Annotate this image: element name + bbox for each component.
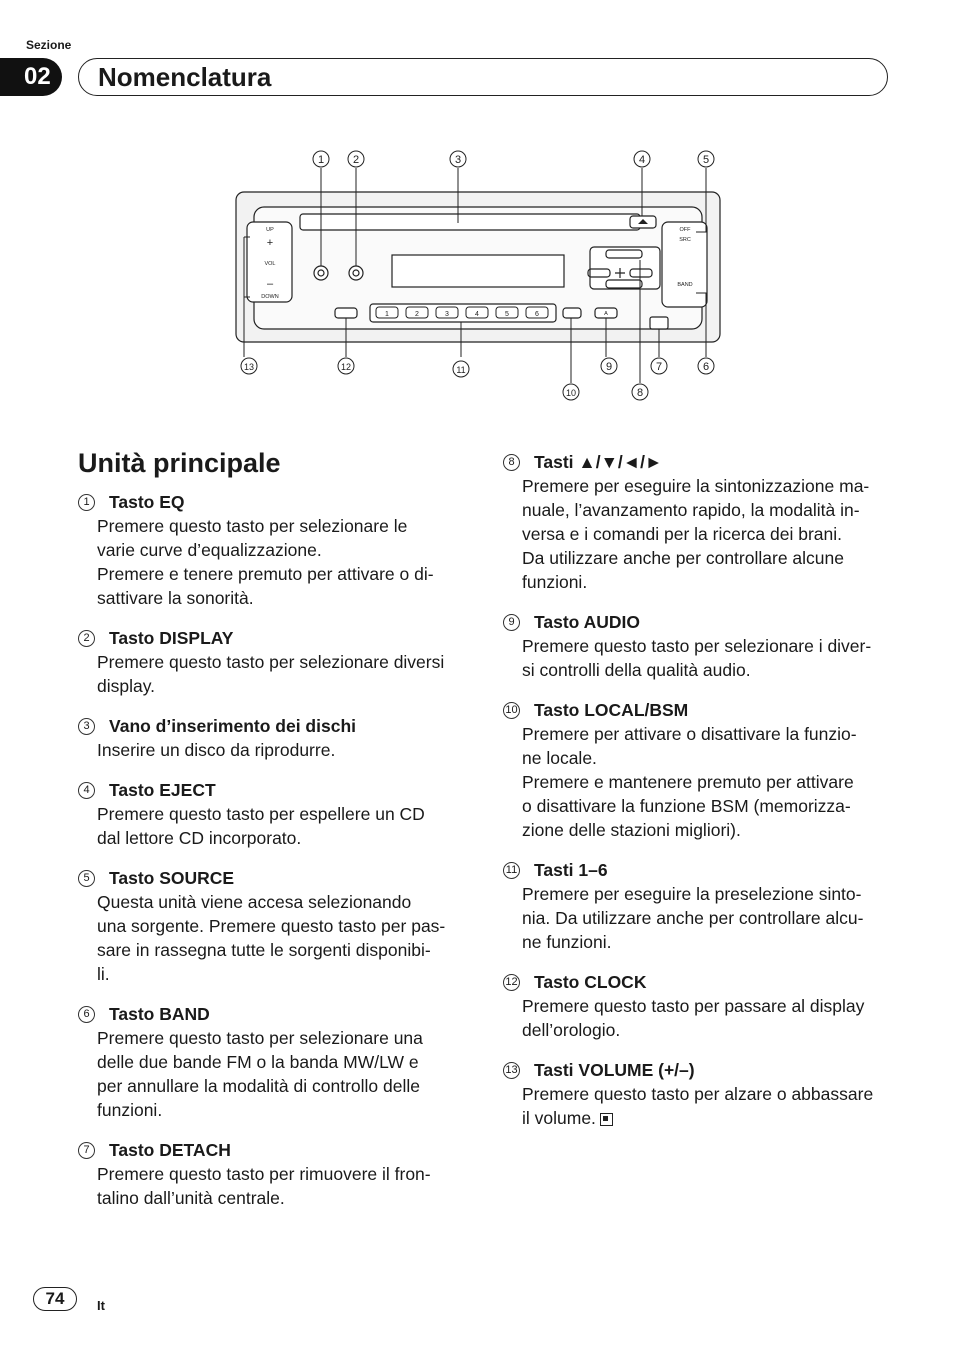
item-title: Tasto SOURCE bbox=[109, 868, 235, 888]
item-title: Vano d’inserimento dei dischi bbox=[109, 716, 356, 736]
legend-item bbox=[78, 490, 470, 610]
eq-button bbox=[314, 266, 328, 280]
item-number-badge: 3 bbox=[78, 718, 95, 735]
item-number-badge: 10 bbox=[503, 702, 520, 719]
item-title: Tasti 1–6 bbox=[534, 860, 608, 880]
item-title: Tasto EQ bbox=[109, 492, 185, 512]
item-number-badge: 4 bbox=[78, 782, 95, 799]
volume-plus-glyph: + bbox=[266, 237, 274, 249]
detach-button bbox=[650, 317, 668, 329]
callout-7 bbox=[651, 358, 667, 374]
band-label: BAND bbox=[677, 282, 693, 288]
item-title: Tasto CLOCK bbox=[534, 972, 647, 992]
item-description: Premere questo tasto per selezionare le varie curve d’equalizzazione. Premere e tenere premuto per attivare o di- sattivare la sonorità. bbox=[97, 516, 434, 608]
callout-12 bbox=[338, 358, 354, 374]
down-label: DOWN bbox=[261, 294, 279, 300]
item-title: Tasto AUDIO bbox=[534, 612, 640, 632]
source-band-rocker bbox=[662, 222, 707, 307]
callout-1 bbox=[313, 151, 329, 167]
item-number-badge: 7 bbox=[78, 1142, 95, 1159]
legend-item bbox=[503, 970, 895, 1042]
svg-text:6: 6 bbox=[702, 361, 710, 373]
callout-11 bbox=[453, 361, 469, 377]
svg-text:1: 1 bbox=[317, 154, 325, 166]
item-description: Questa unità viene accesa selezionando una sorgente. Premere questo tasto per pas- sare in rassegna tutte le sorgenti disponibi- li. bbox=[97, 892, 446, 984]
src-label: SRC bbox=[679, 237, 691, 243]
language-code: It bbox=[97, 1298, 105, 1313]
callout-5 bbox=[698, 151, 714, 167]
svg-text:13: 13 bbox=[243, 362, 255, 372]
item-title: Tasto DISPLAY bbox=[109, 628, 234, 648]
end-of-section-icon bbox=[600, 1113, 613, 1126]
preset-label-6: 6 bbox=[535, 311, 539, 318]
vol-label: VOL bbox=[264, 261, 276, 267]
item-description: Premere per attivare o disattivare la funzio- ne locale. Premere e mantenere premuto per attivare o disattivare la funzione BSM (memorizza- zione delle stazioni migliori). bbox=[522, 724, 857, 840]
item-title: Tasto BAND bbox=[109, 1004, 210, 1024]
item-number-badge: 8 bbox=[503, 454, 520, 471]
item-title: Tasti ▲/▼/◄/► bbox=[534, 452, 663, 472]
svg-text:9: 9 bbox=[605, 361, 613, 373]
legend-item bbox=[503, 450, 895, 594]
svg-text:4: 4 bbox=[638, 154, 646, 166]
item-description: Premere questo tasto per espellere un CD dal lettore CD incorporato. bbox=[97, 804, 425, 848]
callout-9 bbox=[601, 358, 617, 374]
callout-4 bbox=[634, 151, 650, 167]
item-description: Premere questo tasto per selezionare i diver- si controlli della qualità audio. bbox=[522, 636, 872, 680]
display-window bbox=[392, 255, 564, 287]
item-number-badge: 9 bbox=[503, 614, 520, 631]
item-number-badge: 11 bbox=[503, 862, 520, 879]
legend-item bbox=[78, 1002, 470, 1122]
main-heading: Unità principale bbox=[78, 448, 281, 478]
preset-label-4: 4 bbox=[475, 311, 479, 318]
item-number-badge: 5 bbox=[78, 870, 95, 887]
svg-text:11: 11 bbox=[456, 365, 466, 375]
item-number-badge: 13 bbox=[503, 1062, 520, 1079]
preset-label-5: 5 bbox=[505, 311, 509, 318]
item-description: Inserire un disco da riprodurre. bbox=[97, 740, 336, 760]
legend-item bbox=[503, 858, 895, 954]
svg-text:3: 3 bbox=[454, 154, 462, 166]
item-number-badge: 6 bbox=[78, 1006, 95, 1023]
disc-slot bbox=[300, 214, 640, 230]
item-description: Premere questo tasto per selezionare una delle due bande FM o la banda MW/LW e per annullare la modalità di controllo delle funzioni. bbox=[97, 1028, 423, 1120]
svg-text:7: 7 bbox=[655, 361, 663, 373]
item-title: Tasto DETACH bbox=[109, 1140, 231, 1160]
item-description: Premere questo tasto per rimuovere il fron- talino dall’unità centrale. bbox=[97, 1164, 431, 1208]
item-description: Premere per eseguire la sintonizzazione ma- nuale, l’avanzamento rapido, la modalità in- versa e i comandi per la ricerca dei brani. Da utilizzare anche per controllare alcune funzioni. bbox=[522, 476, 870, 592]
legend-item bbox=[78, 714, 470, 762]
legend-item bbox=[503, 1058, 895, 1130]
audio-button-label: A bbox=[604, 311, 608, 317]
item-number-badge: 2 bbox=[78, 630, 95, 647]
svg-text:2: 2 bbox=[352, 154, 360, 166]
up-label: UP bbox=[266, 227, 274, 233]
item-description: Premere per eseguire la preselezione sinto- nia. Da utilizzare anche per controllare alcu- ne funzioni. bbox=[522, 884, 864, 952]
clock-button bbox=[335, 308, 357, 318]
display-button bbox=[349, 266, 363, 280]
legend-item bbox=[503, 610, 895, 682]
callout-2 bbox=[348, 151, 364, 167]
item-number-badge: 1 bbox=[78, 494, 95, 511]
svg-text:8: 8 bbox=[636, 387, 644, 399]
item-description: Premere questo tasto per passare al display dell’orologio. bbox=[522, 996, 865, 1040]
svg-text:5: 5 bbox=[702, 154, 710, 166]
legend-item bbox=[78, 1138, 470, 1210]
legend-item bbox=[78, 866, 470, 986]
svg-text:12: 12 bbox=[340, 362, 352, 372]
multi-control-pad bbox=[590, 247, 660, 289]
item-number-badge: 12 bbox=[503, 974, 520, 991]
item-description: Premere questo tasto per alzare o abbassare il volume. bbox=[522, 1084, 874, 1128]
right-column bbox=[503, 450, 895, 1146]
legend-item bbox=[503, 698, 895, 842]
callout-10 bbox=[563, 384, 579, 400]
head-unit-diagram bbox=[230, 145, 730, 410]
preset-label-2: 2 bbox=[415, 311, 419, 318]
left-column bbox=[78, 490, 470, 1226]
svg-text:10: 10 bbox=[565, 388, 577, 398]
off-label: OFF bbox=[679, 227, 691, 233]
item-title: Tasto EJECT bbox=[109, 780, 216, 800]
legend-item bbox=[78, 626, 470, 698]
preset-label-3: 3 bbox=[445, 311, 449, 318]
preset-label-1: 1 bbox=[385, 311, 389, 318]
item-title: Tasto LOCAL/BSM bbox=[534, 700, 689, 720]
legend-item bbox=[78, 778, 470, 850]
item-description: Premere questo tasto per selezionare diversi display. bbox=[97, 652, 445, 696]
callout-13 bbox=[241, 358, 257, 374]
callout-8 bbox=[632, 384, 648, 400]
volume-minus-glyph: – bbox=[266, 278, 274, 290]
item-title: Tasti VOLUME (+/–) bbox=[534, 1060, 695, 1080]
callout-6 bbox=[698, 358, 714, 374]
section-number-badge: 02 bbox=[0, 58, 62, 96]
local-bsm-button bbox=[563, 308, 581, 318]
section-title: Nomenclatura bbox=[98, 62, 272, 92]
page-number: 74 bbox=[33, 1287, 77, 1311]
section-label: Sezione bbox=[26, 38, 72, 52]
callout-3 bbox=[450, 151, 466, 167]
